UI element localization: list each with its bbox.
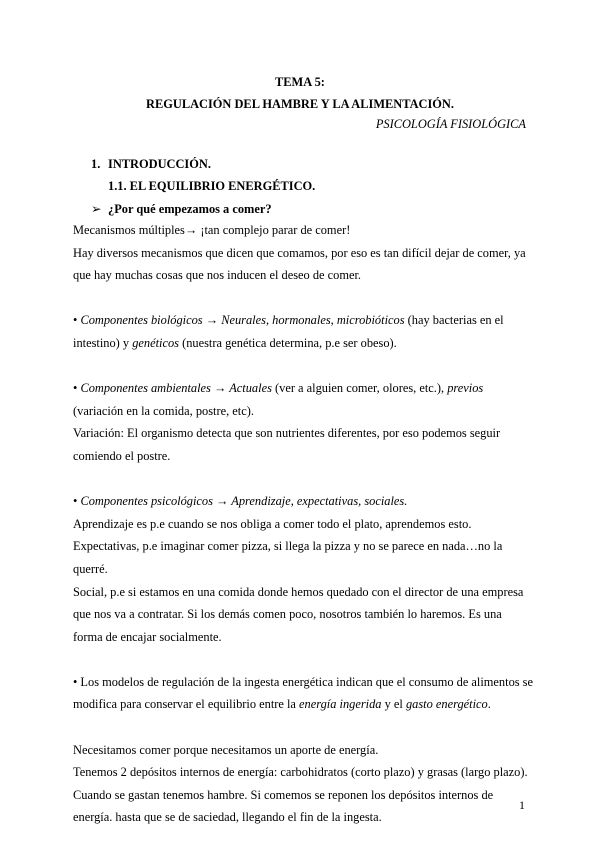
subsection-heading: 1.1. EL EQUILIBRIO ENERGÉTICO. (108, 179, 316, 193)
environmental-text-end: (variación en la comida, postre, etc). (73, 403, 254, 418)
subject-name: PSICOLOGÍA FISIOLÓGICA (375, 117, 526, 131)
previous-label: previos (447, 381, 484, 396)
biological-label: Componentes biológicos → Neurales, hormonales, microbióticos (80, 313, 405, 328)
paragraph-mechanisms: Mecanismos múltiples→ ¡tan complejo parar de comer! (73, 223, 351, 237)
topic-title: TEMA 5: (275, 75, 325, 89)
environmental-label: Componentes ambientales → Actuales (80, 381, 272, 396)
arrow-bullet-icon: ➢ (91, 202, 102, 216)
paragraph-energy-stores: Tenemos 2 depósitos internos de energía: carbohidratos (corto plazo) y grasas (largo plazo). (73, 765, 528, 780)
bullet: • (73, 381, 81, 396)
body-text (73, 219, 533, 829)
section-heading (91, 157, 211, 172)
models-text-mid: y el (381, 697, 406, 712)
paragraph-satiety: Cuando se gastan tenemos hambre. Si comemos se reponen los depósitos internos de energía. hasta que se de saciedad, llegando el fin de la ingesta. (73, 787, 494, 825)
models-text-end: . (487, 697, 491, 712)
paragraph-biological (73, 309, 533, 354)
biological-text-end: (nuestra genética determina, p.e ser obeso). (179, 335, 397, 350)
page-number: 1 (519, 798, 525, 812)
section-title: INTRODUCCIÓN. (108, 157, 211, 171)
question-text: ¿Por qué empezamos a comer? (108, 202, 272, 216)
biological-text: (hay bacterias en el intestino) y (73, 313, 504, 350)
paragraph-environmental (73, 377, 533, 422)
models-text: • Los modelos de regulación de la ingesta energética indican que el consumo de alimentos se modifica para conservar el equilibrio entre la (73, 674, 534, 712)
paragraph-learning: Aprendizaje es p.e cuando se nos obliga a comer todo el plato, aprendemos esto. (73, 516, 472, 531)
paragraph-social: Social, p.e si estamos en una comida donde hemos quedado con el director de una empresa que nos va a contratar. Si los demás comen poco, nosotros también lo haremos. Es una forma de encajar socialmente. (73, 584, 524, 644)
question-heading (91, 201, 272, 217)
environmental-text: (ver a alguien comer, olores, etc.), (271, 381, 448, 396)
topic-subtitle: REGULACIÓN DEL HAMBRE Y LA ALIMENTACIÓN. (146, 97, 454, 111)
paragraph-psychological (73, 490, 533, 513)
psychological-label: Componentes psicológicos → Aprendizaje, expectativas, sociales. (80, 494, 408, 509)
bullet: • (73, 494, 81, 509)
bullet: • (73, 313, 81, 328)
paragraph-need-energy: Necesitamos comer porque necesitamos un aporte de energía. (73, 742, 379, 757)
paragraph-expectations: Expectativas, p.e imaginar comer pizza, si llega la pizza y no se parece en nada…no la querré. (73, 539, 503, 576)
paragraph-variation: Variación: El organismo detecta que son nutrientes diferentes, por eso podemos seguir comiendo el postre. (73, 426, 501, 463)
genetic-label: genéticos (132, 335, 179, 350)
paragraph-models (73, 671, 533, 716)
paragraph-mechanisms-detail: Hay diversos mecanismos que dicen que comamos, por eso es tan difícil dejar de comer, ya que hay muchas cosas que nos inducen el deseo de comer. (73, 245, 526, 283)
ingested-energy: energía ingerida (299, 697, 382, 712)
section-number: 1. (91, 157, 101, 171)
energy-expenditure: gasto energético (405, 697, 488, 712)
